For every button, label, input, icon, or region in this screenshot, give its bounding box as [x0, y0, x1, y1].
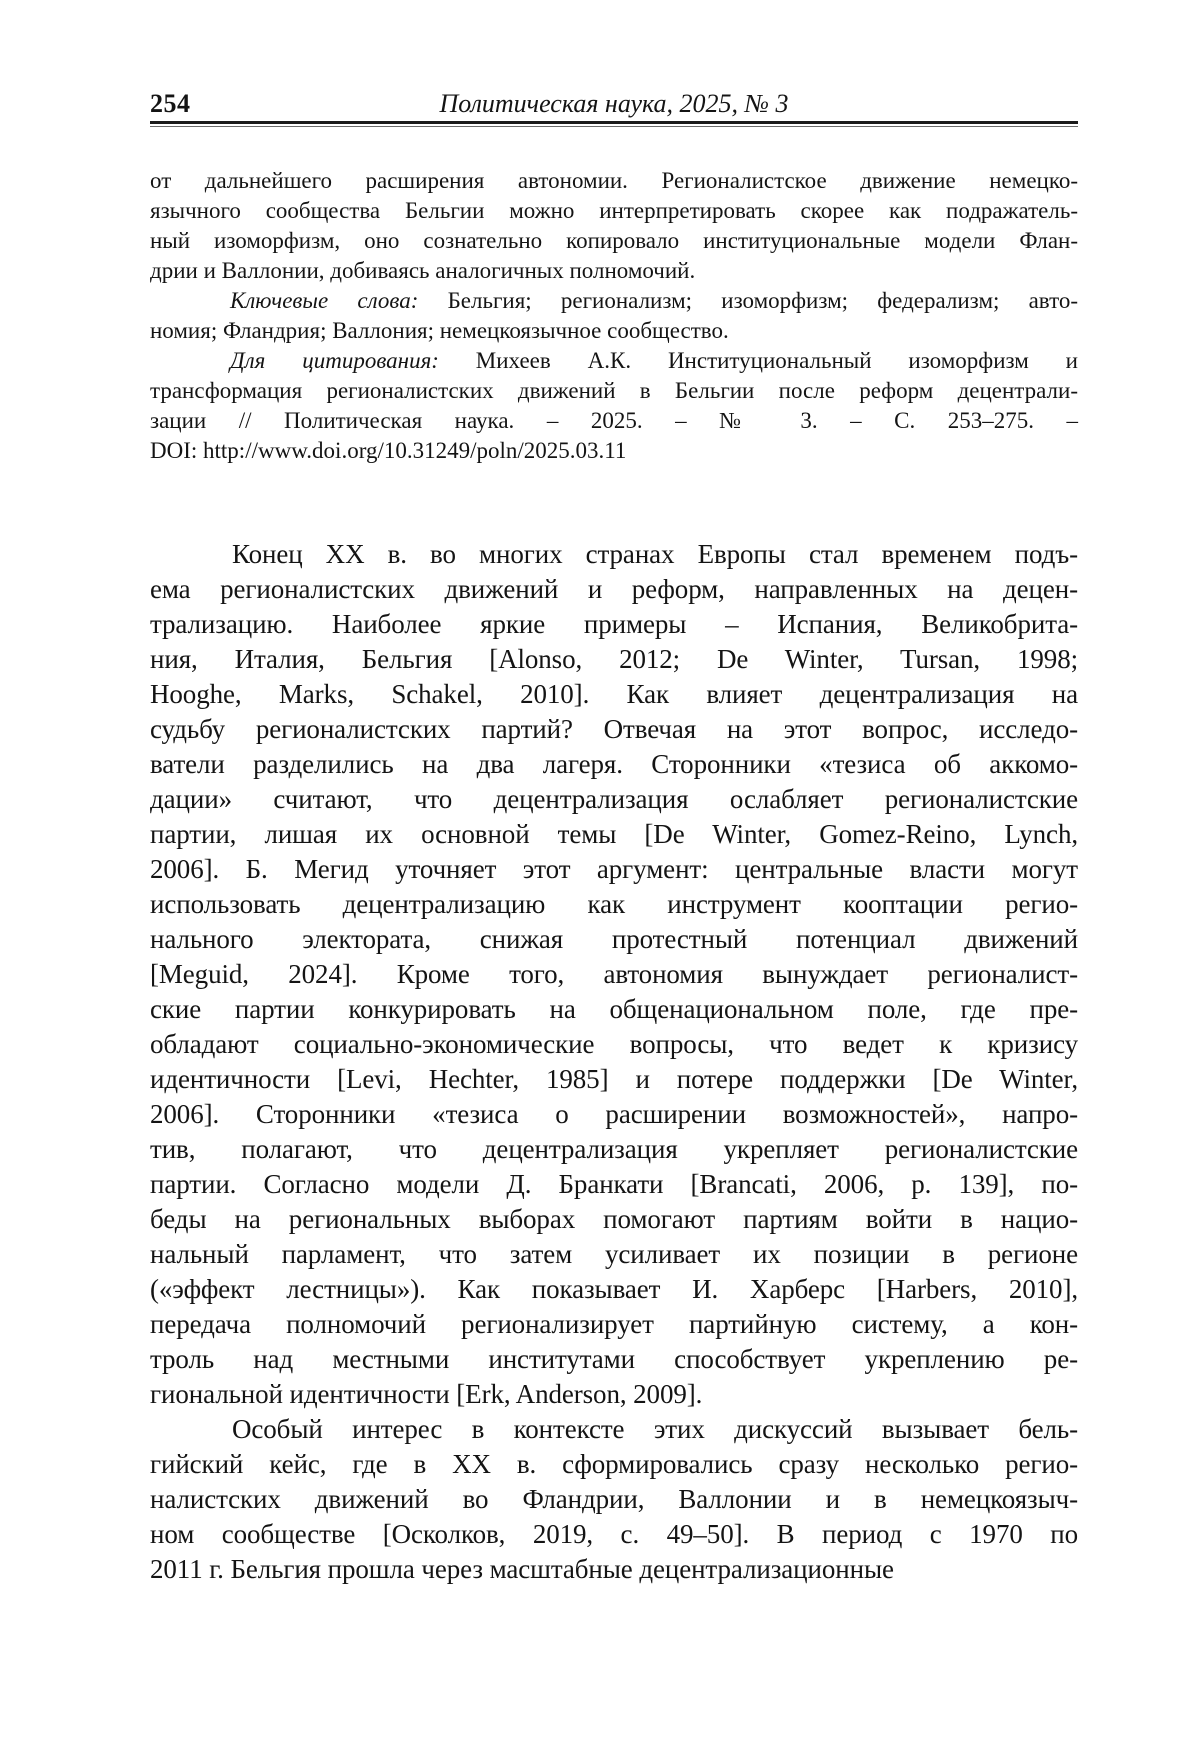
journal-title: Политическая наука, 2025, № 3	[439, 89, 789, 118]
body-line: использовать децентрализацию как инструмент кооптации регио-	[150, 889, 1078, 919]
italic-lead-label: Для цитирования:	[230, 348, 439, 373]
body-line: трализацию. Наиболее яркие примеры – Испания, Великобрита-	[150, 609, 1078, 639]
body-line: ном сообществе [Осколков, 2019, с. 49–50]. В период с 1970 по	[150, 1519, 1078, 1549]
abstract-line: зации // Политическая наука. – 2025. – № 3. – С. 253–275. –	[150, 408, 1078, 433]
abstract-line: ный изоморфизм, оно сознательно копировало институциональные модели Флан-	[150, 228, 1078, 253]
abstract-line: Ключевые слова: Бельгия; регионализм; изоморфизм; федерализм; авто-	[230, 288, 1079, 313]
body-line: ватели разделились на два лагеря. Сторонники «тезиса об аккомо-	[150, 749, 1078, 779]
body-line: гийский кейс, где в XX в. сформировались сразу несколько регио-	[150, 1449, 1078, 1479]
abstract-line: язычного сообщества Бельгии можно интерпретировать скорее как подражатель-	[150, 198, 1078, 223]
page-number: 254	[150, 89, 191, 118]
body-line: 2006]. Б. Мегид уточняет этот аргумент: центральные власти могут	[150, 854, 1078, 884]
running-header	[150, 88, 1078, 120]
body-line: идентичности [Levi, Hechter, 1985] и потере поддержки [De Winter,	[150, 1064, 1078, 1094]
body-line: обладают социально-экономические вопросы, что ведет к кризису	[150, 1029, 1078, 1059]
body-line: беды на региональных выборах помогают партиям войти в нацио-	[150, 1204, 1078, 1234]
abstract-line: Для цитирования: Михеев А.К. Институциональный изоморфизм и	[230, 348, 1078, 373]
abstract-line: номия; Фландрия; Валлония; немецкоязычное сообщество.	[150, 318, 729, 343]
body-line: партии, лишая их основной темы [De Winter, Gomez-Reino, Lynch,	[150, 819, 1078, 849]
abstract-line: от дальнейшего расширения автономии. Регионалистское движение немецко-	[150, 168, 1078, 193]
body-line: гиональной идентичности [Erk, Anderson, 2009].	[150, 1379, 703, 1409]
body-line: ские партии конкурировать на общенациональном поле, где пре-	[150, 994, 1078, 1024]
body-line: Особый интерес в контексте этих дискуссий вызывает бель-	[232, 1414, 1078, 1444]
body-line: нальный парламент, что затем усиливает их позиции в регионе	[150, 1239, 1078, 1269]
body-line: нального электората, снижая протестный потенциал движений	[150, 924, 1078, 954]
body-line: дации» считают, что децентрализация ослабляет регионалистские	[150, 784, 1078, 814]
body-line: ема регионалистских движений и реформ, направленных на децен-	[150, 574, 1078, 604]
body-line: 2006]. Сторонники «тезиса о расширении возможностей», напро-	[150, 1099, 1078, 1129]
body-line: судьбу регионалистских партий? Отвечая на этот вопрос, исследо-	[150, 714, 1078, 744]
abstract-line: DOI: http://www.doi.org/10.31249/poln/2025.03.11	[150, 438, 627, 463]
header-rule-thick	[150, 121, 1078, 124]
body-line: тив, полагают, что децентрализация укрепляет регионалистские	[150, 1134, 1078, 1164]
italic-lead-label: Ключевые слова:	[230, 288, 419, 313]
body-line: [Meguid, 2024]. Кроме того, автономия вынуждает регионалист-	[150, 959, 1078, 989]
header-rule-thin	[150, 126, 1078, 127]
body-line: налистских движений во Фландрии, Валлонии и в немецкоязыч-	[150, 1484, 1078, 1514]
body-line: («эффект лестницы»). Как показывает И. Харберс [Harbers, 2010],	[150, 1274, 1078, 1304]
body-line: троль над местными институтами способствует укреплению ре-	[150, 1344, 1078, 1374]
article-body	[150, 537, 1078, 1587]
body-line: ния, Италия, Бельгия [Alonso, 2012; De Winter, Tursan, 1998;	[150, 644, 1078, 674]
abstract-block	[150, 166, 1078, 466]
body-line: партии. Согласно модели Д. Бранкати [Brancati, 2006, p. 139], по-	[150, 1169, 1078, 1199]
body-line: Конец XX в. во многих странах Европы стал временем подъ-	[232, 539, 1078, 569]
body-line: передача полномочий регионализирует партийную систему, а кон-	[150, 1309, 1078, 1339]
body-line: Hooghe, Marks, Schakel, 2010]. Как влияет децентрализация на	[150, 679, 1078, 709]
body-line: 2011 г. Бельгия прошла через масштабные децентрализационные	[150, 1554, 894, 1584]
abstract-line: дрии и Валлонии, добиваясь аналогичных полномочий.	[150, 258, 696, 283]
abstract-line: трансформация регионалистских движений в Бельгии после реформ децентрали-	[150, 378, 1078, 403]
